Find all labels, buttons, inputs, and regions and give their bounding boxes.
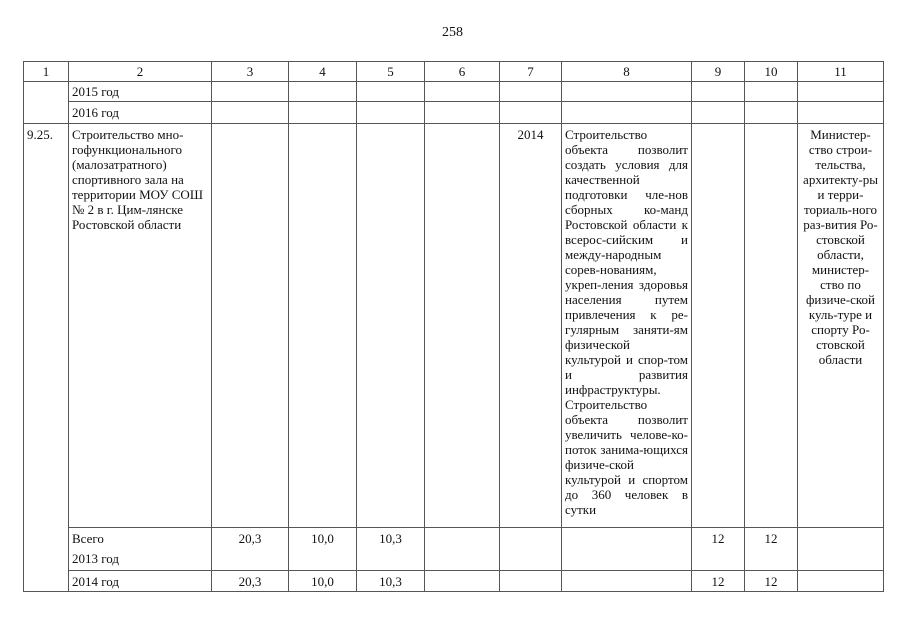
empty-cell	[562, 102, 692, 124]
item-responsible: Министер-ство строи-тельства, архитекту-ры и терри-ториаль-ного раз-вития Ро-стовской области, министер-ство по физиче-ской куль-туре и спорту Ро-стовской области	[798, 124, 884, 528]
row-2014-col3: 20,3	[212, 571, 289, 592]
empty-cell	[289, 102, 357, 124]
row-2014-col5: 10,3	[357, 571, 425, 592]
empty-cell	[562, 528, 692, 571]
empty-cell	[692, 82, 745, 102]
empty-cell	[357, 124, 425, 528]
total-col9: 12	[692, 528, 745, 571]
empty-cell	[798, 571, 884, 592]
column-header: 5	[357, 62, 425, 82]
table-row	[24, 82, 884, 102]
table-row	[24, 571, 884, 592]
column-header: 8	[562, 62, 692, 82]
empty-cell	[425, 102, 500, 124]
empty-cell	[798, 102, 884, 124]
year-label: 2016 год	[69, 102, 212, 124]
total-label-line2: 2013 год	[72, 551, 119, 566]
empty-cell	[692, 124, 745, 528]
empty-cell	[500, 102, 562, 124]
empty-cell	[357, 102, 425, 124]
empty-cell	[745, 82, 798, 102]
empty-cell	[798, 82, 884, 102]
column-header: 9	[692, 62, 745, 82]
item-year: 2014	[500, 124, 562, 528]
row-2014-col9: 12	[692, 571, 745, 592]
total-col10: 12	[745, 528, 798, 571]
empty-cell	[289, 82, 357, 102]
column-header-row	[24, 62, 884, 82]
column-header: 11	[798, 62, 884, 82]
empty-cell	[357, 82, 425, 102]
empty-cell	[798, 528, 884, 571]
empty-cell	[500, 82, 562, 102]
table-row	[24, 102, 884, 124]
empty-cell	[289, 124, 357, 528]
empty-cell	[425, 571, 500, 592]
empty-cell	[425, 124, 500, 528]
item-name: Строительство мно-гофункционального (малозатратного) спортивного зала на территории МОУ СОШ № 2 в г. Цим-лянске Ростовской области	[69, 124, 212, 528]
total-col4: 10,0	[289, 528, 357, 571]
table-row	[24, 124, 884, 528]
item-number: 9.25.	[24, 124, 69, 592]
program-table	[23, 61, 884, 592]
column-header: 3	[212, 62, 289, 82]
empty-cell	[212, 82, 289, 102]
row-2014-col4: 10,0	[289, 571, 357, 592]
total-col5: 10,3	[357, 528, 425, 571]
empty-cell	[692, 102, 745, 124]
total-label	[69, 528, 212, 571]
column-header: 2	[69, 62, 212, 82]
empty-cell	[562, 82, 692, 102]
year-label: 2014 год	[69, 571, 212, 592]
row-2014-col10: 12	[745, 571, 798, 592]
total-col3: 20,3	[212, 528, 289, 571]
page-number: 258	[442, 25, 463, 40]
column-header: 6	[425, 62, 500, 82]
column-header: 7	[500, 62, 562, 82]
empty-cell	[500, 571, 562, 592]
empty-cell	[562, 571, 692, 592]
year-label: 2015 год	[69, 82, 212, 102]
empty-cell	[425, 82, 500, 102]
total-label-line1: Всего	[72, 531, 104, 546]
table-row	[24, 528, 884, 571]
empty-cell	[212, 102, 289, 124]
column-header: 1	[24, 62, 69, 82]
empty-cell	[425, 528, 500, 571]
empty-cell	[745, 124, 798, 528]
column-header: 4	[289, 62, 357, 82]
empty-cell	[24, 82, 69, 124]
empty-cell	[745, 102, 798, 124]
empty-cell	[212, 124, 289, 528]
item-description: Строительство объекта позволит создать условия для качественной подготовки чле-нов сборных ко-манд Ростовской области к всерос-сийским и между-народным сорев-нованиям, укреп-ления здоровья населения путем привлечения к ре-гулярным заняти-ям физической культурой и спор-том и развития инфраструктуры. Строительство объекта позволит увеличить челове-ко-поток занима-ющихся физиче-ской культурой и спортом до 360 человек в сутки	[562, 124, 692, 528]
empty-cell	[500, 528, 562, 571]
column-header: 10	[745, 62, 798, 82]
